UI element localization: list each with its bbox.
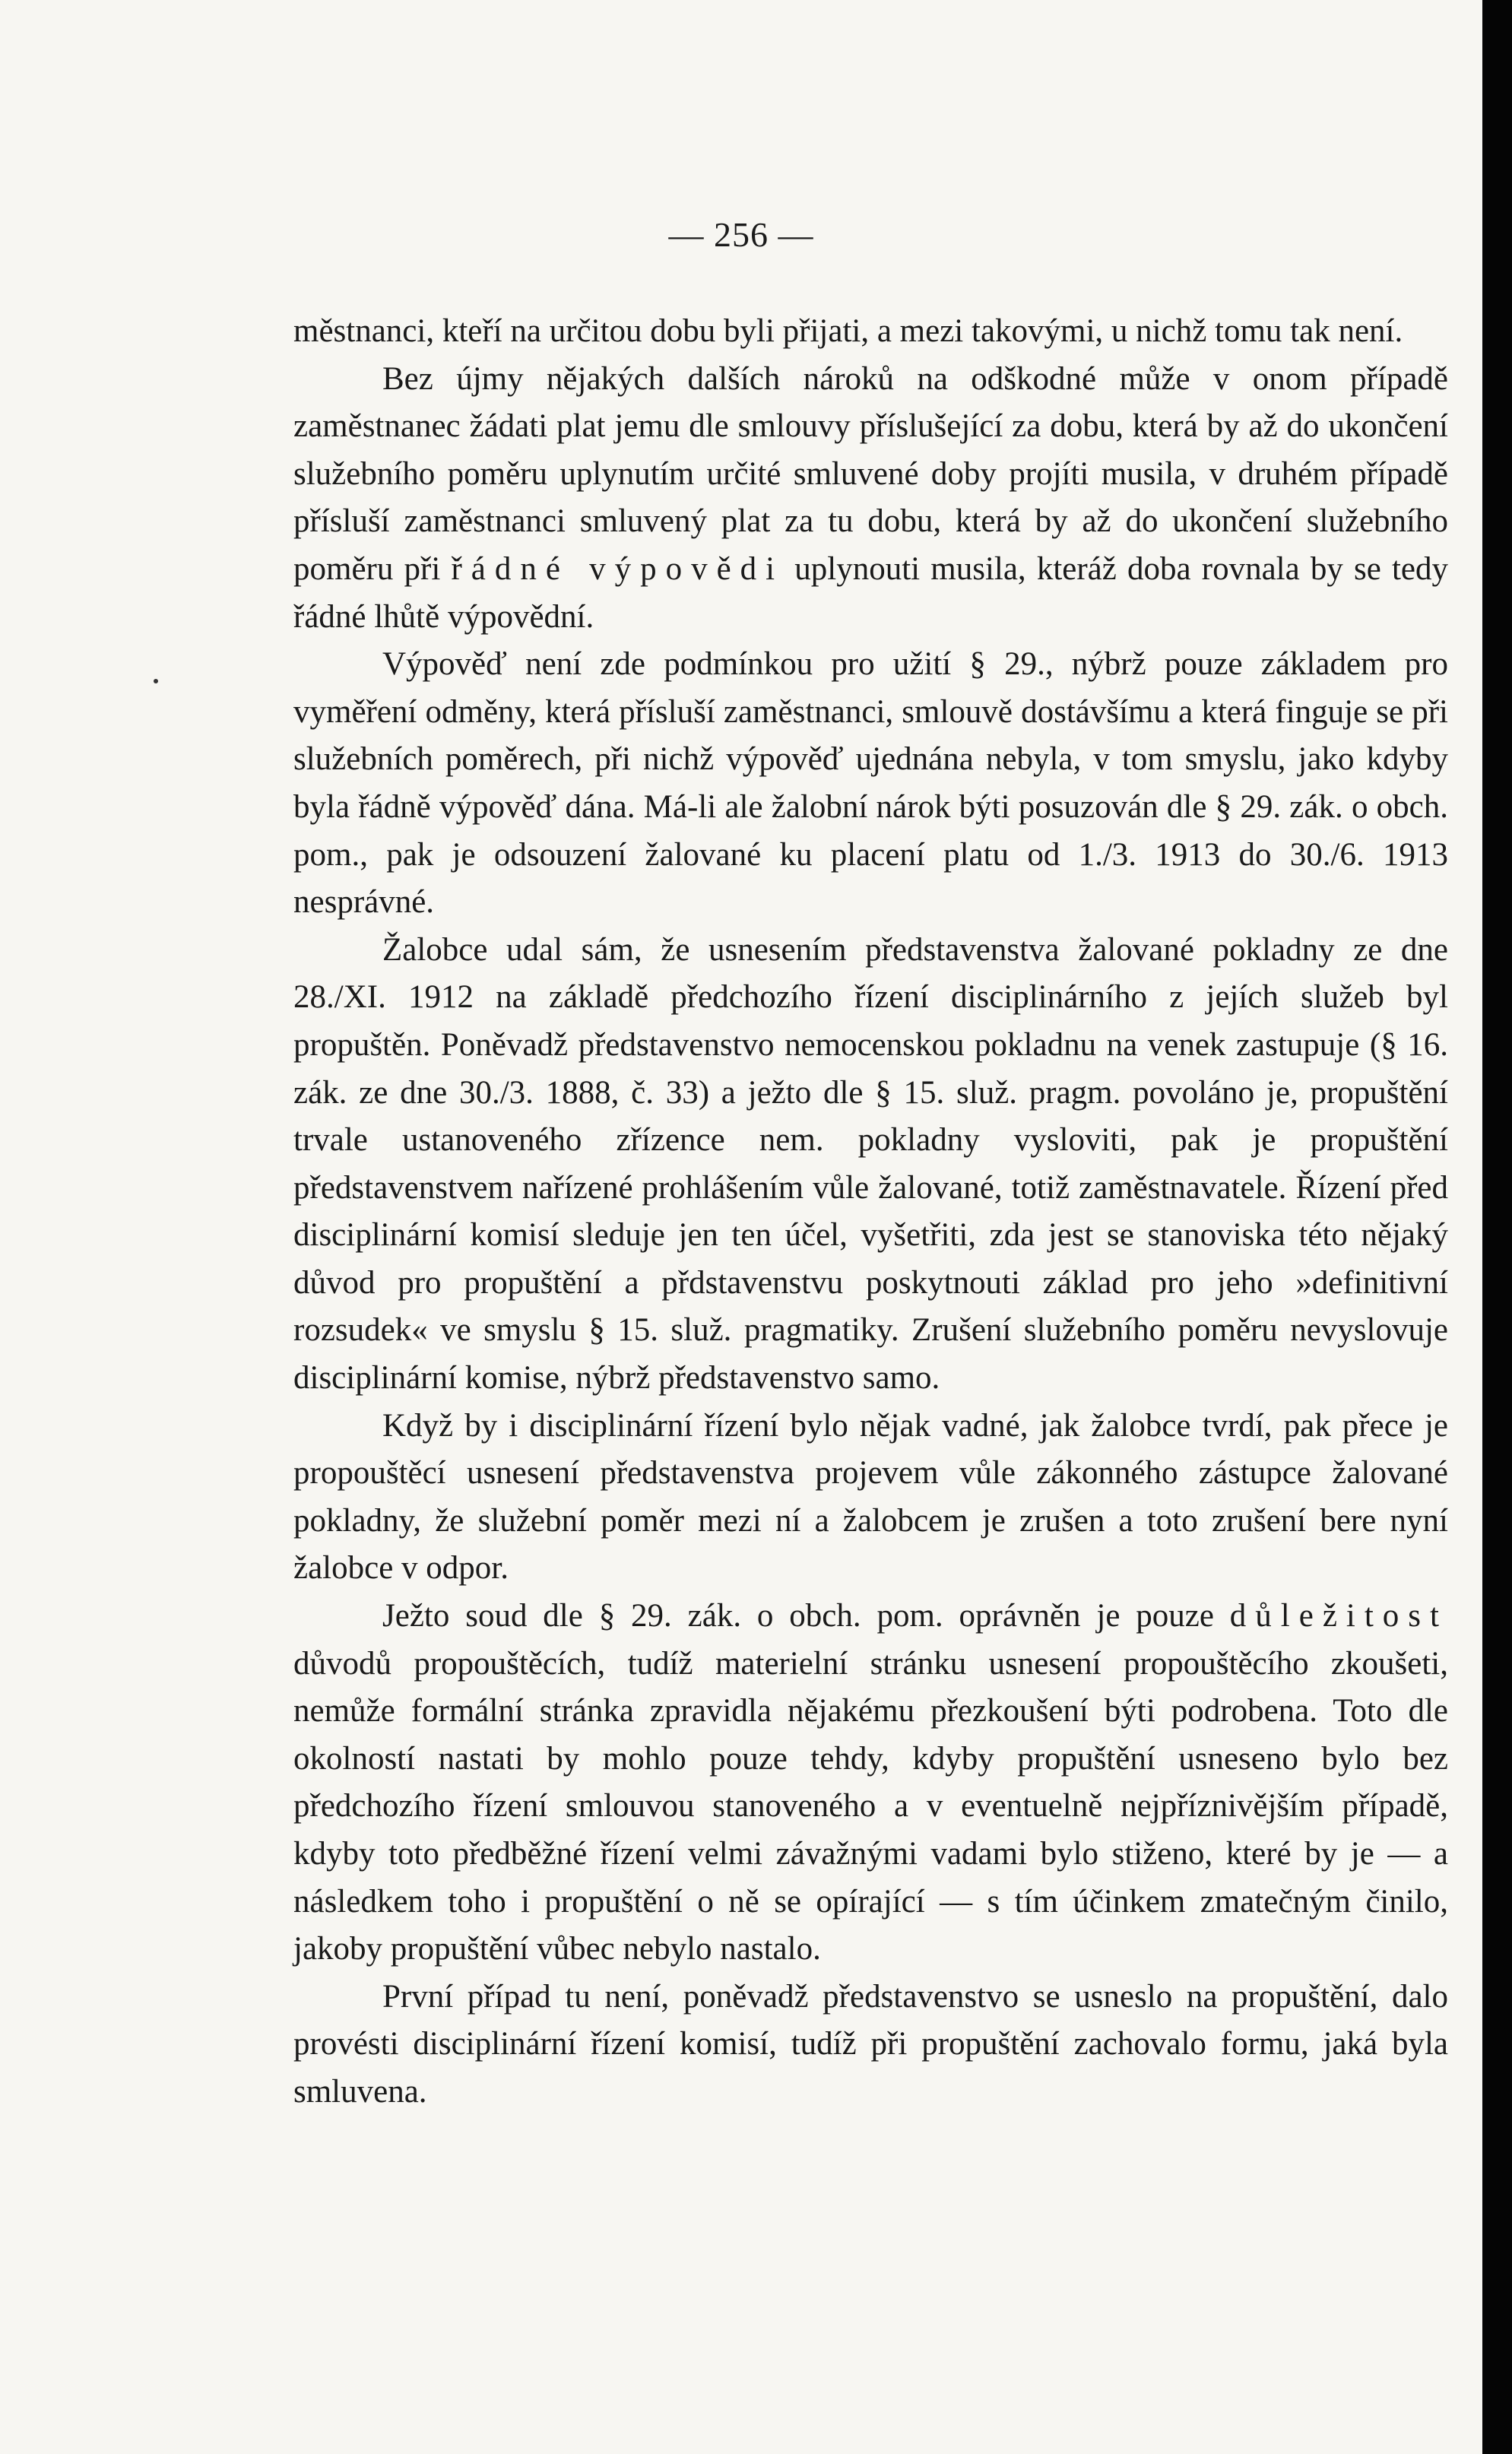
paragraph — [293, 1974, 1448, 2116]
scan-speck — [154, 679, 158, 683]
text-run: městnanci, kteří na určitou dobu byli přijati, a mezi takovými, u nichž tomu tak není. — [293, 313, 1403, 349]
emphasized-text: řádné výpovědi — [451, 550, 785, 587]
paragraph — [293, 308, 1448, 356]
page-number: — 256 — — [668, 215, 814, 254]
body-text — [293, 308, 1448, 2116]
text-run: důvodů propouštěcích, tudíž materielní stránku usnesení propouštěcího zkoušeti, nemůže formální stránka zpravidla nějakému přezkoušení býti podrobena. Toto dle okolností nastati by mohlo pouze tehdy, kdyby propuštění usneseno bylo bez předchozího řízení smlouvou stanoveného a v eventuelně nejpříznivějším případě, kdyby toto předběžné řízení velmi závažnými vadami bylo stiženo, které by je — a následkem toho i propuštění o ně se opírající — s tím účinkem zmatečným činilo, jakoby propuštění vůbec nebylo nastalo. — [293, 1645, 1448, 1967]
text-run: První případ tu není, poněvadž představenstvo se usneslo na propuštění, dalo provésti disciplinární řízení komisí, tudíž při propuštění zachovalo formu, jaká byla smluvena. — [293, 1978, 1448, 2110]
text-run: Když by i disciplinární řízení bylo nějak vadné, jak žalobce tvrdí, pak přece je propouštěcí usnesení představenstva projevem vůle zákonného zástupce žalované pokladny, že služební poměr mezi ní a žalobcem je zrušen a toto zrušení bere nyní žalobce v odpor. — [293, 1407, 1448, 1587]
paragraph — [293, 356, 1448, 642]
text-run: Žalobce udal sám, že usnesením představenstva žalované pokladny ze dne 28./XI. 1912 na základě předchozího řízení disciplinárního z jejích služeb byl propuštěn. Poněvadž představenstvo nemocenskou pokladnu na venek zastupuje (§ 16. zák. ze dne 30./3. 1888, č. 33) a ježto dle § 15. služ. pragm. povoláno je, propuštění trvale ustanoveného zřízence nem. pokladny vysloviti, pak je propuštění představenstvem nařízené prohlášením vůle žalované, totiž zaměstnavatele. Řízení před disciplinární komisí sleduje jen ten účel, vyšetřiti, zda jest se stanoviska této nějaký důvod pro propuštění a přdstavenstvu poskytnouti základ pro jeho »definitivní rozsudek« ve smyslu § 15. služ. pragmatiky. Zrušení služebního poměru nevyslovuje disciplinární komise, nýbrž představenstvo samo. — [293, 931, 1448, 1397]
paragraph — [293, 641, 1448, 927]
text-run: Ježto soud dle § 29. zák. o obch. pom. oprávněn je pouze — [382, 1598, 1230, 1634]
text-run: Výpověď není zde podmínkou pro užití § 29., nýbrž pouze základem pro vyměření odměny, která přísluší zaměstnanci, smlouvě dostávšímu a která finguje se při služebních poměrech, při nichž výpověď ujednána nebyla, v tom smyslu, jako kdyby byla řádně výpověď dána. Má-li ale žalobní nárok býti posuzován dle § 29. zák. o obch. pom., pak je odsouzení žalované ku placení platu od 1./3. 1913 do 30./6. 1913 nesprávné. — [293, 646, 1448, 921]
emphasized-text: důležitost — [1229, 1598, 1448, 1634]
paragraph — [293, 927, 1448, 1403]
paragraph — [293, 1593, 1448, 1974]
text-run: Bez újmy nějakých dalších nároků na odškodné může v onom případě zaměstnanec žádati plat jemu dle smlouvy příslušející za dobu, která by až do ukončení služebního poměru uplynutím určité smluvené doby projíti musila, v druhém případě přísluší zaměstnanci smluvený plat za tu dobu, která by až do ukončení služebního poměru při — [293, 360, 1448, 587]
scan-border — [1482, 0, 1512, 2454]
paragraph — [293, 1403, 1448, 1593]
text-run: uplynouti musila, kteráž doba rovnala by se tedy řádné lhůtě výpovědní. — [293, 550, 1448, 635]
